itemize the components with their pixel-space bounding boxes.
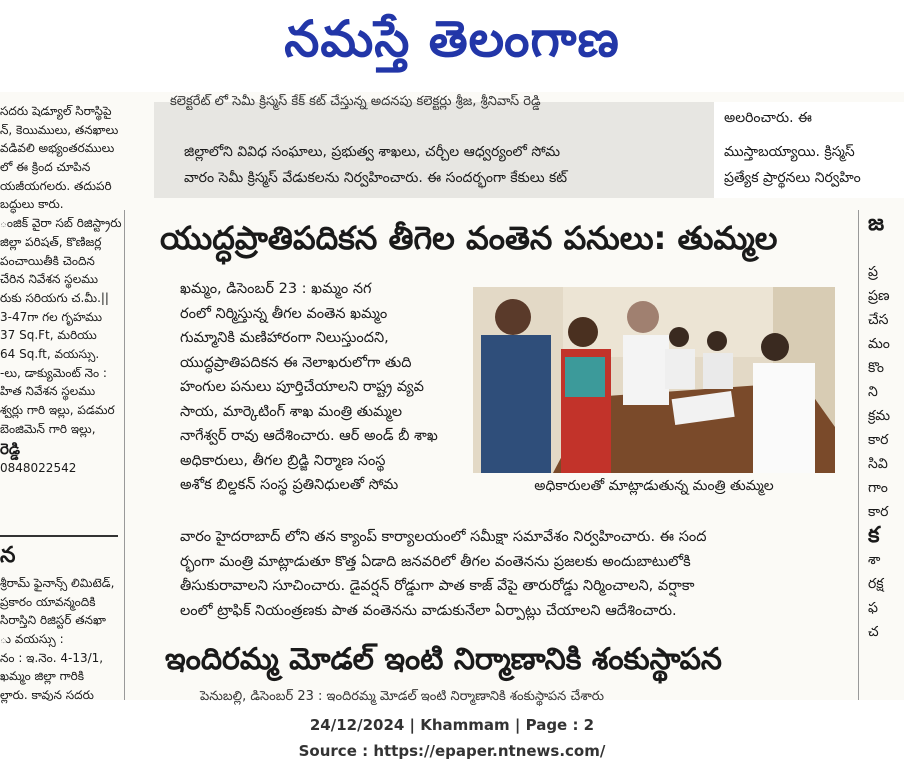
newspaper-title: నమస్తే తెలంగాణ (284, 9, 620, 68)
left-line: -లు, డాక్యుమెంట్ నెం : (0, 365, 107, 380)
left-line: సదరు షెడ్యూల్ సిరాస్థిపై (0, 104, 112, 118)
article-line: అధికారులు, తీగల బ్రిడ్జి నిర్మాణ సంస్థ (180, 452, 386, 469)
article-line: గుమ్మానికి మణిహారంగా నిలుస్తుందని, (180, 330, 389, 346)
right-line: చ (868, 624, 879, 640)
left-line: చేరిన నివేశన స్థలము (0, 272, 99, 287)
left-line: రుకు సరియగు చ.మీ.|| (0, 290, 109, 305)
article-headline: యుద్ధప్రాతిపదికన తీగెల వంతెన పనులు: తుమ్మల (160, 219, 778, 257)
left-column-text (0, 102, 122, 478)
right-line: ప్రణ (868, 288, 890, 304)
right-line: చేస (868, 312, 889, 328)
left-line: 3-47గా గల గృహము (0, 309, 102, 324)
left-line: సిరాస్తిని రిజిస్టర్ తనఖా (0, 613, 106, 628)
right-line: రక్ష (868, 576, 884, 592)
left-line: నం : ఇ.నెం. 4-13/1, (0, 650, 104, 665)
phone-number: 0848022542 (0, 461, 77, 476)
meeting-photo-illustration (473, 287, 835, 473)
left-line: హిత నివేశన స్థలము (0, 384, 96, 399)
right-line: గాం (868, 480, 888, 496)
left-line: బెంజిమెన్ గారి ఇల్లు, (0, 421, 96, 436)
meeting-photo (473, 287, 835, 473)
left-line: శ్రీరామ్ ఫైనాన్స్ లిమిటెడ్, (0, 576, 115, 590)
source-url[interactable]: Source : https://epaper.ntnews.com/ (298, 742, 606, 760)
left-line: పంచాయితీకి చెందిన (0, 253, 95, 268)
date-edition-page: 24/12/2024 | Khammam | Page : 2 (309, 716, 595, 734)
left-line: న్, కెయిములు, తనఖాలు (0, 122, 119, 137)
right-line: కొం (868, 360, 884, 376)
right-line: ప్ర (868, 264, 878, 280)
second-article-headline: ఇందిరమ్మ మోడల్ ఇంటి నిర్మాణానికి శంకుస్థాపన (165, 642, 722, 677)
right-column-heading: క (868, 523, 880, 548)
left-line: లో ఈ క్రింద చూపిన (0, 160, 91, 175)
left-line: వడివలి అభ్యంతరములు (0, 141, 115, 156)
christmas-text-line: ముస్తాబయ్యాయి. క్రిస్మస్ (724, 144, 855, 160)
article-line: ఖమ్మం, డిసెంబర్ 23 : ఖమ్మం నగ (180, 281, 372, 297)
article-line: ర్భంగా మంత్రి మాట్లాడుతూ కొత్త ఏడాది జనవరిలో తీగల వంతెనను ప్రజలకు అందుబాటులోకి (180, 553, 691, 570)
right-line: కార (868, 432, 889, 448)
article-line: రంలో నిర్మిస్తున్న తీగల వంతెన ఖమ్మం (180, 305, 388, 322)
christmas-text-line: వారం సెమీ క్రిస్మస్ వేడుకలను నిర్వహించారు. ఈ సందర్భంగా కేకులు కట్ (184, 170, 568, 186)
article-line: హంగుల పనులు పూర్తిచేయాలని రాష్ట్ర వ్యవ (180, 379, 424, 395)
left-line: జిల్లా పరిషత్, కొణిజర్ల (0, 234, 102, 249)
masthead (0, 0, 904, 90)
right-line: మం (868, 336, 890, 352)
right-column-heading: జ (868, 211, 885, 236)
epaper-clipping (0, 92, 904, 704)
christmas-text-line: ప్రత్యేక ప్రార్థనలు నిర్వహిం (724, 170, 861, 186)
left-section-heading: న (0, 535, 118, 573)
article-body (180, 277, 472, 498)
christmas-news-box (154, 94, 714, 198)
photo-caption-cut: కలెక్టరేట్ లో సెమీ క్రిస్మస్ కేక్ కట్ చేస్తున్న అదనపు కలెక్టర్లు శ్రీజ, శ్రీనివాస్ రెడ్డి (170, 94, 541, 109)
article-body-wide (180, 525, 840, 623)
left-line: ల్లారు. కావున సదరు (0, 688, 94, 703)
left-column-text-lower (0, 574, 114, 705)
article-line: లంలో ట్రాఫిక్ నియంత్రణకు పాత వంతెనను వాడుకునేలా ఏర్పాట్లు చేయాలని ఆదేశించారు. (180, 602, 677, 619)
left-line: ప్రకారం యావన్మందికి (0, 594, 96, 609)
left-line: 37 Sq.Ft, మరియు (0, 328, 97, 343)
right-line: సివి (868, 456, 888, 472)
article-line: నాగేశ్వర్ రావు ఆదేశించారు. ఆర్ అండ్ బీ శాఖ (180, 428, 438, 444)
left-line: ు వయస్సు : (0, 632, 64, 647)
left-line: యజీయగలరు. తదుపరి (0, 178, 112, 193)
left-line: బద్ధులు కారు. (0, 197, 64, 212)
left-line: ంజిక్ వైరా సబ్ రిజిస్ట్రారు (0, 216, 122, 231)
photo-caption: అధికారులతో మాట్లాడుతున్న మంత్రి తుమ్మల (534, 478, 774, 494)
right-column-text (868, 212, 904, 644)
article-line: తీసుకురావాలని సూచించారు. డైవర్షన్ రోడ్డుగా పాత కాజ్ వేపై తారురోడ్డు నిర్మించాలని, వర్షాకా (180, 578, 695, 594)
right-line: కార (868, 504, 889, 520)
article-line: సాయ, మార్కెటింగ్ శాఖ మంత్రి తుమ్మల (180, 403, 402, 420)
right-line (868, 236, 904, 260)
signatory-name: రెడ్డి (0, 440, 20, 459)
article-line: వారం హైదరాబాద్ లోని తన క్యాంప్ కార్యాలయంలో సమీక్షా సమావేశం నిర్వహించారు. ఈ సంద (180, 529, 707, 545)
christmas-text-line: అలరించారు. ఈ (724, 110, 812, 126)
article-line: యుద్ధప్రాతిపదికన ఈ నెలాఖరులోగా తుది (180, 354, 412, 371)
left-line: శ్వర్లు గారి ఇల్లు, పడమర (0, 403, 115, 417)
column-divider (858, 210, 859, 700)
second-article-cut-line: పెనుబల్లి, డిసెంబర్ 23 : ఇందిరమ్మ మోడల్ ఇంటి నిర్మాణానికి శంకుస్థాపన చేశారు (200, 689, 604, 704)
right-line: ని (868, 384, 878, 400)
right-line: ఫ (868, 600, 878, 616)
right-line: శా (868, 552, 881, 568)
christmas-news-box-right (714, 102, 904, 198)
left-line: ఖమ్మం జిల్లా గారికి (0, 669, 85, 684)
column-divider (124, 210, 125, 700)
christmas-text-line: జిల్లాలోని వివిధ సంఘాలు, ప్రభుత్వ శాఖలు, చర్చీల ఆధ్వర్యంలో సోమ (184, 144, 561, 160)
left-line: 64 Sq.ft, వయస్సు. (0, 346, 100, 361)
article-line: అశోక బిల్డకన్ సంస్థ ప్రతినిధులతో సోమ (180, 477, 399, 493)
page-footer (0, 712, 904, 764)
right-line: క్రమ (868, 408, 891, 424)
